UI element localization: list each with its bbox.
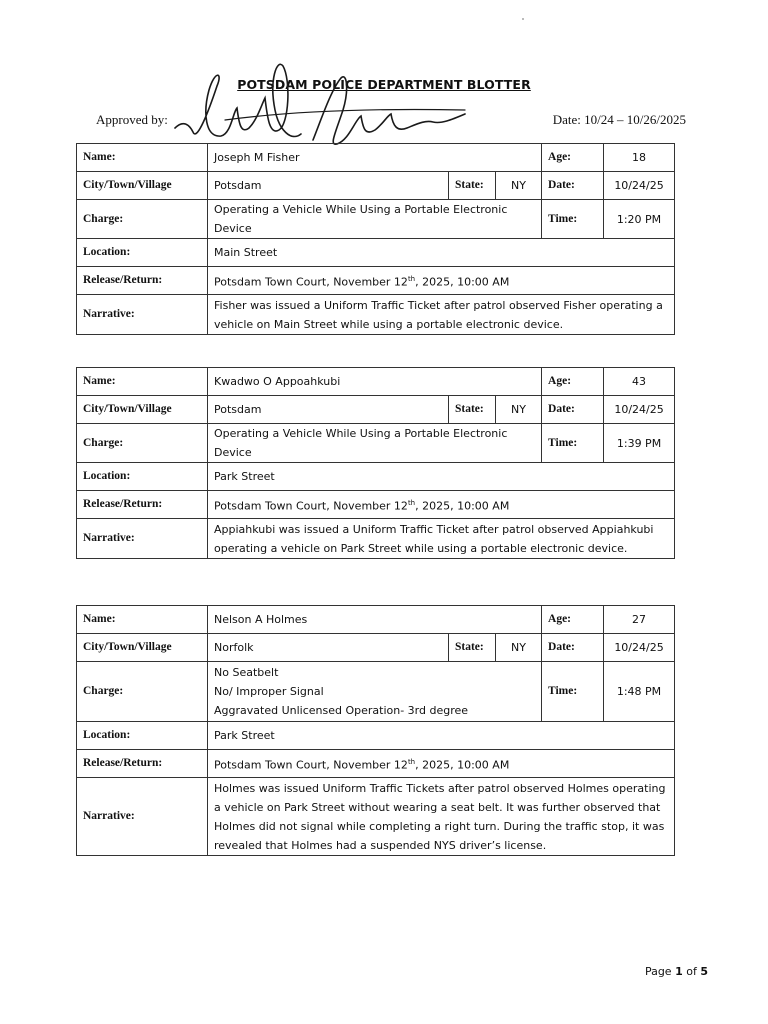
narrative-label: Narrative: [77, 778, 208, 856]
city-value: Norfolk [208, 634, 449, 662]
city-value: Potsdam [208, 396, 449, 424]
charge-line: Aggravated Unlicensed Operation- 3rd degree [214, 704, 469, 717]
page-number [645, 965, 708, 978]
location-value: Park Street [208, 722, 675, 750]
charge-label: Charge: [77, 662, 208, 722]
date-range: Date: 10/24 – 10/26/2025 [552, 112, 686, 127]
charge-line: No/ Improper Signal [214, 685, 324, 698]
name-label: Name: [77, 368, 208, 396]
date-label: Date: [542, 634, 604, 662]
scan-speck [522, 18, 524, 20]
release-row [77, 267, 675, 295]
release-label: Release/Return: [77, 267, 208, 295]
age-value: 27 [604, 606, 675, 634]
age-value: 43 [604, 368, 675, 396]
narrative-value: Appiahkubi was issued a Uniform Traffic Ticket after patrol observed Appiahkubi operating a vehicle on Park Street while using a portable electronic device. [208, 519, 675, 559]
release-value [208, 267, 675, 295]
location-value: Main Street [208, 239, 675, 267]
charge-row [77, 424, 675, 463]
state-value: NY [496, 172, 542, 200]
release-row [77, 750, 675, 778]
time-value: 1:20 PM [604, 200, 675, 239]
blotter-record-3 [76, 605, 675, 856]
location-row [77, 463, 675, 491]
location-row [77, 239, 675, 267]
date-value: 10/24/25 [604, 172, 675, 200]
time-label: Time: [542, 424, 604, 463]
page-of: of [682, 965, 701, 978]
narrative-label: Narrative: [77, 295, 208, 335]
time-label: Time: [542, 200, 604, 239]
release-ordinal: th [407, 274, 416, 283]
charge-line: No Seatbelt [214, 666, 279, 679]
release-value [208, 491, 675, 519]
page-current: 1 [675, 965, 683, 978]
city-row [77, 634, 675, 662]
release-text-end: , 2025, 10:00 AM [415, 275, 510, 289]
approved-by-label: Approved by: [96, 112, 168, 127]
name-value: Kwadwo O Appoahkubi [208, 368, 542, 396]
narrative-label: Narrative: [77, 519, 208, 559]
state-label: State: [449, 396, 496, 424]
location-value: Park Street [208, 463, 675, 491]
page-title: POTSDAM POLICE DEPARTMENT BLOTTER [237, 77, 531, 92]
date-label: Date: [542, 172, 604, 200]
charge-value [208, 662, 542, 722]
age-value: 18 [604, 144, 675, 172]
state-value: NY [496, 396, 542, 424]
release-text: Potsdam Town Court, November 12 [214, 275, 408, 289]
name-row [77, 144, 675, 172]
location-row [77, 722, 675, 750]
page-total: 5 [700, 965, 708, 978]
time-value: 1:48 PM [604, 662, 675, 722]
charge-value [208, 424, 542, 463]
time-value: 1:39 PM [604, 424, 675, 463]
blotter-record-1 [76, 143, 675, 335]
narrative-row [77, 778, 675, 856]
name-label: Name: [77, 606, 208, 634]
release-text-end: , 2025, 10:00 AM [415, 758, 510, 772]
release-text: Potsdam Town Court, November 12 [214, 758, 408, 772]
release-label: Release/Return: [77, 750, 208, 778]
charge-value [208, 200, 542, 239]
state-label: State: [449, 172, 496, 200]
city-value: Potsdam [208, 172, 449, 200]
name-value: Nelson A Holmes [208, 606, 542, 634]
narrative-value: Fisher was issued a Uniform Traffic Ticket after patrol observed Fisher operating a vehicle on Main Street while using a portable electronic device. [208, 295, 675, 335]
location-label: Location: [77, 722, 208, 750]
time-label: Time: [542, 662, 604, 722]
narrative-row [77, 295, 675, 335]
blotter-record-2 [76, 367, 675, 559]
release-ordinal: th [407, 498, 416, 507]
state-label: State: [449, 634, 496, 662]
state-value: NY [496, 634, 542, 662]
release-ordinal: th [407, 757, 416, 766]
city-label: City/Town/Village [77, 396, 208, 424]
charge-label: Charge: [77, 424, 208, 463]
name-row [77, 368, 675, 396]
narrative-row [77, 519, 675, 559]
location-label: Location: [77, 239, 208, 267]
age-label: Age: [542, 606, 604, 634]
charge-line: Operating a Vehicle While Using a Portable Electronic Device [214, 427, 508, 459]
release-row [77, 491, 675, 519]
charge-label: Charge: [77, 200, 208, 239]
page-prefix: Page [644, 965, 676, 978]
name-label: Name: [77, 144, 208, 172]
date-label: Date: [542, 396, 604, 424]
charge-line: Operating a Vehicle While Using a Portable Electronic Device [214, 203, 508, 235]
date-value: 10/24/25 [604, 396, 675, 424]
city-label: City/Town/Village [77, 172, 208, 200]
release-text: Potsdam Town Court, November 12 [214, 499, 408, 513]
city-row [77, 172, 675, 200]
narrative-value: Holmes was issued Uniform Traffic Tickets after patrol observed Holmes operating a vehicle on Park Street without wearing a seat belt. It was further observed that Holmes did not signal while completing a right turn. During the traffic stop, it was revealed that Holmes had a suspended NYS driver’s license. [208, 778, 675, 856]
age-label: Age: [542, 144, 604, 172]
city-label: City/Town/Village [77, 634, 208, 662]
date-value: 10/24/25 [604, 634, 675, 662]
release-label: Release/Return: [77, 491, 208, 519]
location-label: Location: [77, 463, 208, 491]
city-row [77, 396, 675, 424]
name-row [77, 606, 675, 634]
name-value: Joseph M Fisher [208, 144, 542, 172]
charge-row [77, 662, 675, 722]
release-text-end: , 2025, 10:00 AM [415, 499, 510, 513]
release-value [208, 750, 675, 778]
age-label: Age: [542, 368, 604, 396]
charge-row [77, 200, 675, 239]
